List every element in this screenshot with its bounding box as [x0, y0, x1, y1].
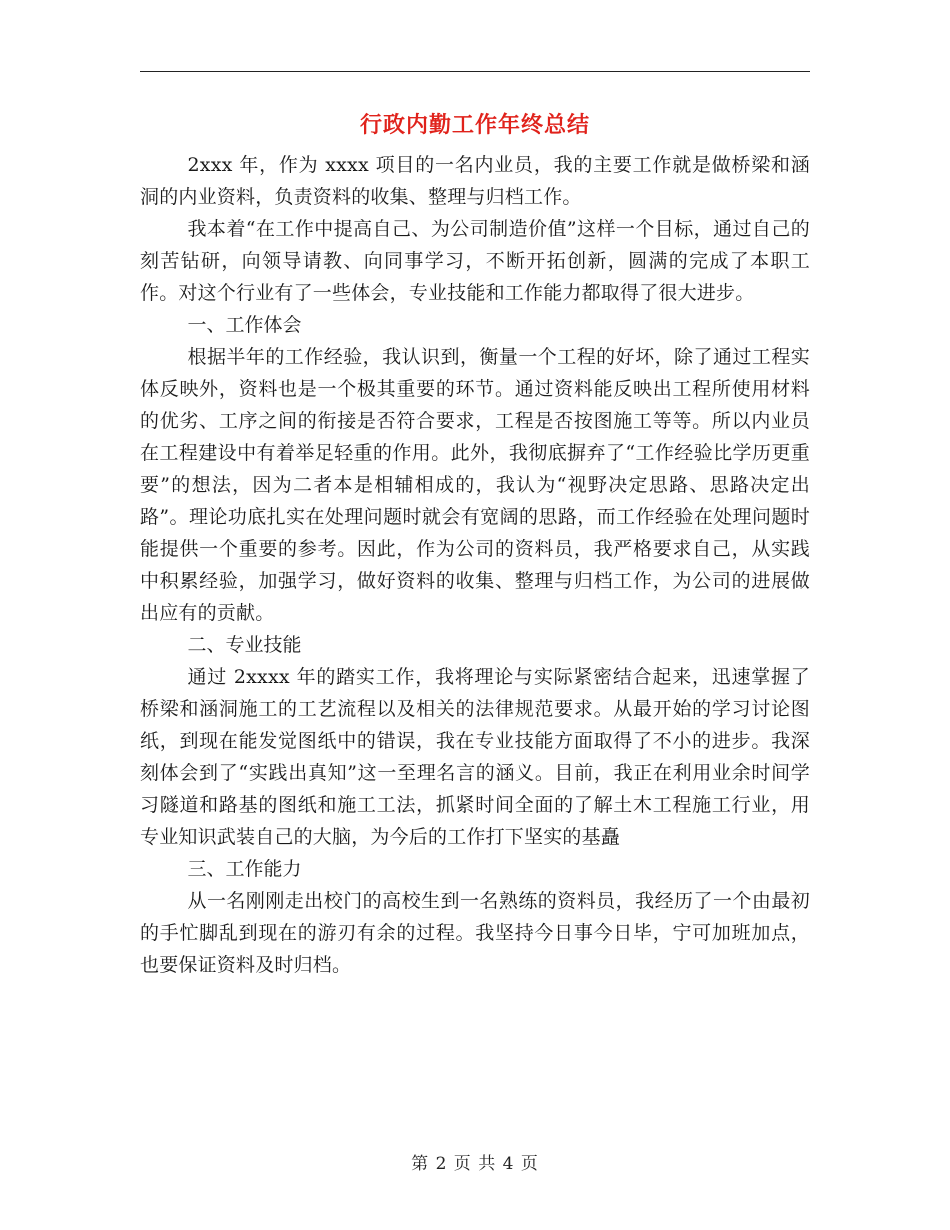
section-heading-work-ability: 三、工作能力: [187, 858, 302, 880]
intro-paragraph-1: 2xxx 年，作为 xxxx 项目的一名内业员，我的主要工作就是做桥梁和涵洞的内业资料，负责资料的收集、整理与归档工作。: [140, 154, 810, 208]
header-rule: [140, 71, 810, 72]
section-heading-professional-skills: 二、专业技能: [187, 634, 302, 656]
intro-paragraph-2: 我本着“在工作中提高自己、为公司制造价值”这样一个目标，通过自己的刻苦钻研，向领导请教、向同事学习，不断开拓创新，圆满的完成了本职工作。对这个行业有了一些体会，专业技能和工作能力都取得了很大进步。: [140, 218, 810, 304]
page-footer: 第 2 页 共 4 页: [411, 1154, 539, 1174]
section-body-work-ability: 从一名刚刚走出校门的高校生到一名熟练的资料员，我经历了一个由最初的手忙脚乱到现在的游刃有余的过程。我坚持今日事今日毕，宁可加班加点，也要保证资料及时归档。: [140, 890, 810, 976]
section-body-work-experience: 根据半年的工作经验，我认识到，衡量一个工程的好坏，除了通过工程实体反映外，资料也是一个极其重要的环节。通过资料能反映出工程所使用材料的优劣、工序之间的衔接是否符合要求，工程是否按图施工等等。所以内业员在工程建设中有着举足轻重的作用。此外，我彻底摒弃了“工作经验比学历更重要”的想法，因为二者本是相辅相成的，我认为“视野决定思路、思路决定出路”。理论功底扎实在处理问题时就会有宽阔的思路，而工作经验在处理问题时能提供一个重要的参考。因此，作为公司的资料员，我严格要求自己，从实践中积累经验，加强学习，做好资料的收集、整理与归档工作，为公司的进展做出应有的贡献。: [140, 346, 810, 624]
section-body-professional-skills: 通过 2xxxx 年的踏实工作，我将理论与实际紧密结合起来，迅速掌握了桥梁和涵洞施工的工艺流程以及相关的法律规范要求。从最开始的学习讨论图纸，到现在能发觉图纸中的错误，我在专业技能方面取得了不小的进步。我深刻体会到了“实践出真知”这一至理名言的涵义。目前，我正在利用业余时间学习隧道和路基的图纸和施工工法，抓紧时间全面的了解土木工程施工行业，用专业知识武装自己的大脑，为今后的工作打下坚实的基矗: [140, 666, 810, 848]
document-body: [140, 149, 810, 981]
document-title: 行政内勤工作年终总结: [359, 112, 590, 138]
section-heading-work-experience: 一、工作体会: [187, 314, 302, 336]
